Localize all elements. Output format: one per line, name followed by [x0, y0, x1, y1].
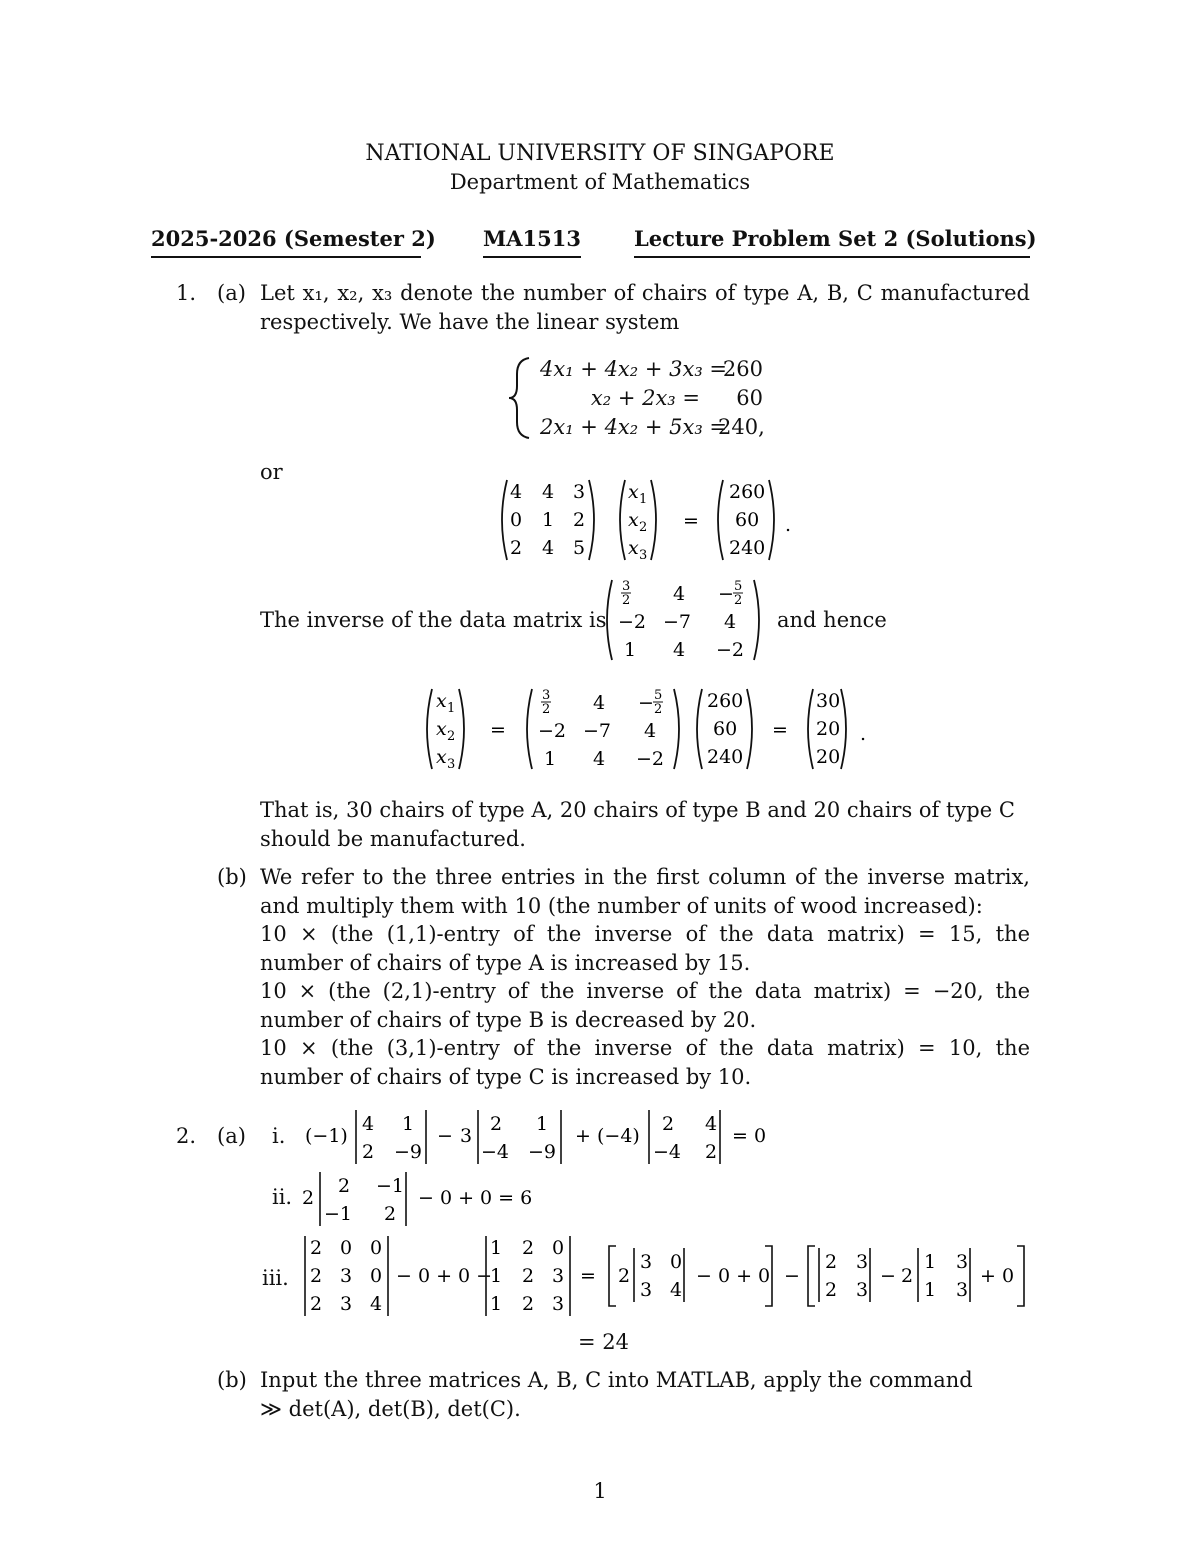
q2-number: 2. — [176, 1124, 197, 1148]
svg-text:0: 0 — [340, 1237, 353, 1259]
svg-text:−9: −9 — [394, 1141, 423, 1163]
svg-text:−: − — [784, 1265, 800, 1287]
svg-text:1: 1 — [639, 492, 648, 507]
svg-text:3: 3 — [552, 1293, 565, 1315]
svg-text:x: x — [436, 690, 447, 712]
svg-text:=: = — [580, 1265, 596, 1287]
page-number: 1 — [593, 1479, 607, 1503]
svg-text:2: 2 — [522, 1237, 535, 1259]
q1b-label: (b) — [217, 865, 247, 889]
svg-text:x: x — [628, 537, 639, 559]
svg-text:4: 4 — [705, 1113, 718, 1135]
svg-text:0: 0 — [370, 1265, 383, 1287]
determinant-ii — [300, 1168, 580, 1230]
svg-text:x: x — [628, 481, 639, 503]
svg-text:3: 3 — [856, 1251, 869, 1273]
svg-text:3: 3 — [460, 1125, 473, 1147]
svg-text:.: . — [860, 723, 867, 745]
svg-text:4: 4 — [673, 583, 686, 605]
solution-equation — [420, 685, 880, 777]
svg-text:5: 5 — [573, 537, 586, 559]
q2b-command: ≫ det(A), det(B), det(C). — [260, 1397, 521, 1421]
svg-text:2: 2 — [825, 1251, 838, 1273]
svg-text:260: 260 — [729, 481, 766, 503]
inverse-matrix — [600, 576, 770, 664]
q2a-ii-label: ii. — [272, 1185, 293, 1209]
svg-text:2: 2 — [639, 520, 648, 535]
svg-text:4: 4 — [644, 720, 657, 742]
q1-number: 1. — [176, 281, 197, 305]
system-row2-lhs: x₂ + 2x₃ = — [590, 386, 700, 410]
svg-text:2: 2 — [618, 1265, 631, 1287]
svg-text:4: 4 — [542, 481, 555, 503]
svg-text:1: 1 — [490, 1265, 503, 1287]
svg-text:2: 2 — [825, 1279, 838, 1301]
svg-text:3: 3 — [340, 1265, 353, 1287]
q1b-line2: 10 × (the (2,1)-entry of the inverse of the data matrix) = −20, the number of chairs of type B is decreased by 20. — [260, 979, 1030, 1032]
svg-text:2: 2 — [447, 729, 456, 744]
svg-text:2: 2 — [522, 1265, 535, 1287]
svg-text:−: − — [718, 583, 734, 605]
svg-text:3: 3 — [956, 1279, 969, 1301]
q2b-text: Input the three matrices A, B, C into MATLAB, apply the command — [260, 1368, 973, 1392]
svg-text:2: 2 — [362, 1141, 375, 1163]
svg-text:2: 2 — [310, 1237, 323, 1259]
svg-text:(−1): (−1) — [305, 1125, 348, 1147]
document-title: Lecture Problem Set 2 (Solutions) — [634, 226, 1037, 251]
svg-text:20: 20 — [816, 746, 841, 768]
svg-text:3: 3 — [639, 548, 648, 563]
title-underline — [634, 256, 1030, 258]
q1b-intro: We refer to the three entries in the first column of the inverse matrix, and multiply them with 10 (the number of units of wood increased): — [260, 865, 1030, 918]
svg-text:−: − — [437, 1125, 453, 1147]
svg-text:240: 240 — [729, 537, 766, 559]
svg-text:2: 2 — [310, 1293, 323, 1315]
or-text: or — [260, 460, 283, 484]
svg-text:0: 0 — [370, 1237, 383, 1259]
svg-text:4: 4 — [510, 481, 523, 503]
svg-text:3: 3 — [447, 757, 456, 772]
inverse-suffix: and hence — [777, 608, 887, 632]
svg-text:−7: −7 — [663, 611, 692, 633]
system-row1-rhs: 260 — [722, 357, 763, 381]
svg-text:2: 2 — [310, 1265, 323, 1287]
q2a-i-label: i. — [272, 1124, 286, 1148]
svg-text:x: x — [628, 509, 639, 531]
system-row2-rhs: 60 — [736, 386, 763, 410]
svg-text:1: 1 — [624, 639, 637, 661]
svg-text:−1: −1 — [376, 1175, 405, 1197]
svg-text:4: 4 — [670, 1279, 683, 1301]
svg-text:0: 0 — [510, 509, 523, 531]
svg-text:5: 5 — [734, 579, 743, 594]
svg-text:− 0 + 0 = 6: − 0 + 0 = 6 — [418, 1187, 533, 1209]
svg-text:1: 1 — [544, 748, 557, 770]
q2a-label: (a) — [217, 1124, 246, 1148]
svg-text:−2: −2 — [716, 639, 745, 661]
svg-text:1: 1 — [924, 1251, 937, 1273]
svg-text:2: 2 — [901, 1265, 914, 1287]
svg-text:−4: −4 — [481, 1141, 510, 1163]
university-name: NATIONAL UNIVERSITY OF SINGAPORE — [365, 141, 835, 166]
q2a-iii-result: = 24 — [578, 1330, 629, 1354]
svg-text:4: 4 — [370, 1293, 383, 1315]
q2b-label: (b) — [217, 1368, 247, 1392]
svg-text:−2: −2 — [618, 611, 647, 633]
svg-text:2: 2 — [338, 1175, 351, 1197]
svg-text:−: − — [880, 1265, 896, 1287]
svg-text:260: 260 — [707, 690, 744, 712]
svg-text:3: 3 — [640, 1279, 653, 1301]
svg-text:−1: −1 — [324, 1203, 353, 1225]
svg-text:4: 4 — [593, 748, 606, 770]
svg-text:2: 2 — [384, 1203, 397, 1225]
svg-text:+ 0: + 0 — [980, 1265, 1015, 1287]
svg-text:5: 5 — [654, 688, 663, 703]
svg-text:60: 60 — [713, 718, 738, 740]
svg-text:3: 3 — [340, 1293, 353, 1315]
svg-text:0: 0 — [670, 1251, 683, 1273]
svg-text:− 0 + 0 −: − 0 + 0 − — [396, 1265, 493, 1287]
q1b-line1: 10 × (the (1,1)-entry of the inverse of the data matrix) = 15, the number of chairs of type A is increased by 15. — [260, 922, 1030, 975]
svg-text:1: 1 — [490, 1237, 503, 1259]
svg-text:30: 30 — [816, 690, 841, 712]
svg-text:2: 2 — [734, 593, 743, 608]
q1a-conclusion: That is, 30 chairs of type A, 20 chairs of type B and 20 chairs of type C should be manufactured. — [260, 798, 1015, 851]
svg-text:(−4): (−4) — [597, 1125, 640, 1147]
inverse-prefix: The inverse of the data matrix is — [260, 608, 607, 632]
q1a-label: (a) — [217, 281, 246, 305]
semester-label: 2025-2026 (Semester 2) — [151, 226, 436, 251]
svg-text:240: 240 — [707, 746, 744, 768]
svg-text:2: 2 — [622, 593, 631, 608]
svg-text:2: 2 — [490, 1113, 503, 1135]
svg-text:2: 2 — [654, 702, 663, 717]
svg-text:3: 3 — [640, 1251, 653, 1273]
svg-text:1: 1 — [402, 1113, 415, 1135]
svg-text:60: 60 — [735, 509, 760, 531]
system-row3-lhs: 2x₁ + 4x₂ + 5x₃ = — [540, 415, 728, 439]
svg-text:− 0 + 0: − 0 + 0 — [696, 1265, 771, 1287]
svg-text:1: 1 — [490, 1293, 503, 1315]
svg-text:4: 4 — [542, 537, 555, 559]
department-name: Department of Mathematics — [449, 170, 751, 194]
system-row1-lhs: 4x₁ + 4x₂ + 3x₃ = — [540, 357, 728, 381]
svg-text:4: 4 — [593, 692, 606, 714]
svg-text:2: 2 — [542, 702, 551, 717]
svg-text:3: 3 — [622, 579, 631, 594]
svg-text:2: 2 — [522, 1293, 535, 1315]
svg-text:=: = — [490, 719, 506, 741]
semester-underline — [151, 256, 421, 258]
determinant-i — [300, 1106, 780, 1168]
svg-text:4: 4 — [724, 611, 737, 633]
svg-text:x: x — [436, 718, 447, 740]
course-underline — [483, 256, 581, 258]
svg-text:−9: −9 — [528, 1141, 557, 1163]
svg-text:4: 4 — [673, 639, 686, 661]
svg-text:−2: −2 — [636, 748, 665, 770]
svg-text:2: 2 — [510, 537, 523, 559]
svg-text:=: = — [772, 719, 788, 741]
svg-text:1: 1 — [447, 701, 456, 716]
brace-icon — [509, 358, 529, 438]
svg-text:.: . — [785, 514, 792, 536]
svg-text:1: 1 — [542, 509, 555, 531]
svg-text:3: 3 — [552, 1265, 565, 1287]
svg-text:−: − — [638, 692, 654, 714]
svg-text:=: = — [683, 510, 699, 532]
svg-text:+: + — [575, 1125, 591, 1147]
svg-text:= 0: = 0 — [732, 1125, 767, 1147]
svg-text:4: 4 — [362, 1113, 375, 1135]
determinant-iii — [300, 1232, 1040, 1320]
svg-text:x: x — [436, 746, 447, 768]
q1b-line3: 10 × (the (3,1)-entry of the inverse of the data matrix) = 10, the number of chairs of type C is increased by 10. — [260, 1036, 1030, 1089]
svg-text:0: 0 — [552, 1237, 565, 1259]
svg-text:3: 3 — [956, 1251, 969, 1273]
svg-text:2: 2 — [302, 1187, 315, 1209]
svg-text:3: 3 — [542, 688, 551, 703]
svg-text:1: 1 — [536, 1113, 549, 1135]
svg-text:2: 2 — [662, 1113, 675, 1135]
svg-text:2: 2 — [705, 1141, 718, 1163]
svg-text:2: 2 — [573, 509, 586, 531]
matrix-equation — [495, 476, 805, 566]
svg-text:−4: −4 — [653, 1141, 682, 1163]
system-row3-rhs: 240, — [718, 415, 765, 439]
svg-text:3: 3 — [856, 1279, 869, 1301]
svg-text:1: 1 — [924, 1279, 937, 1301]
q2a-iii-label: iii. — [262, 1266, 289, 1290]
svg-text:3: 3 — [573, 481, 586, 503]
svg-text:−7: −7 — [583, 720, 612, 742]
q1a-intro: Let x₁, x₂, x₃ denote the number of chairs of type A, B, C manufactured respectively. We have the linear system — [260, 281, 1030, 334]
course-code: MA1513 — [483, 226, 581, 251]
svg-text:−2: −2 — [538, 720, 567, 742]
svg-text:20: 20 — [816, 718, 841, 740]
